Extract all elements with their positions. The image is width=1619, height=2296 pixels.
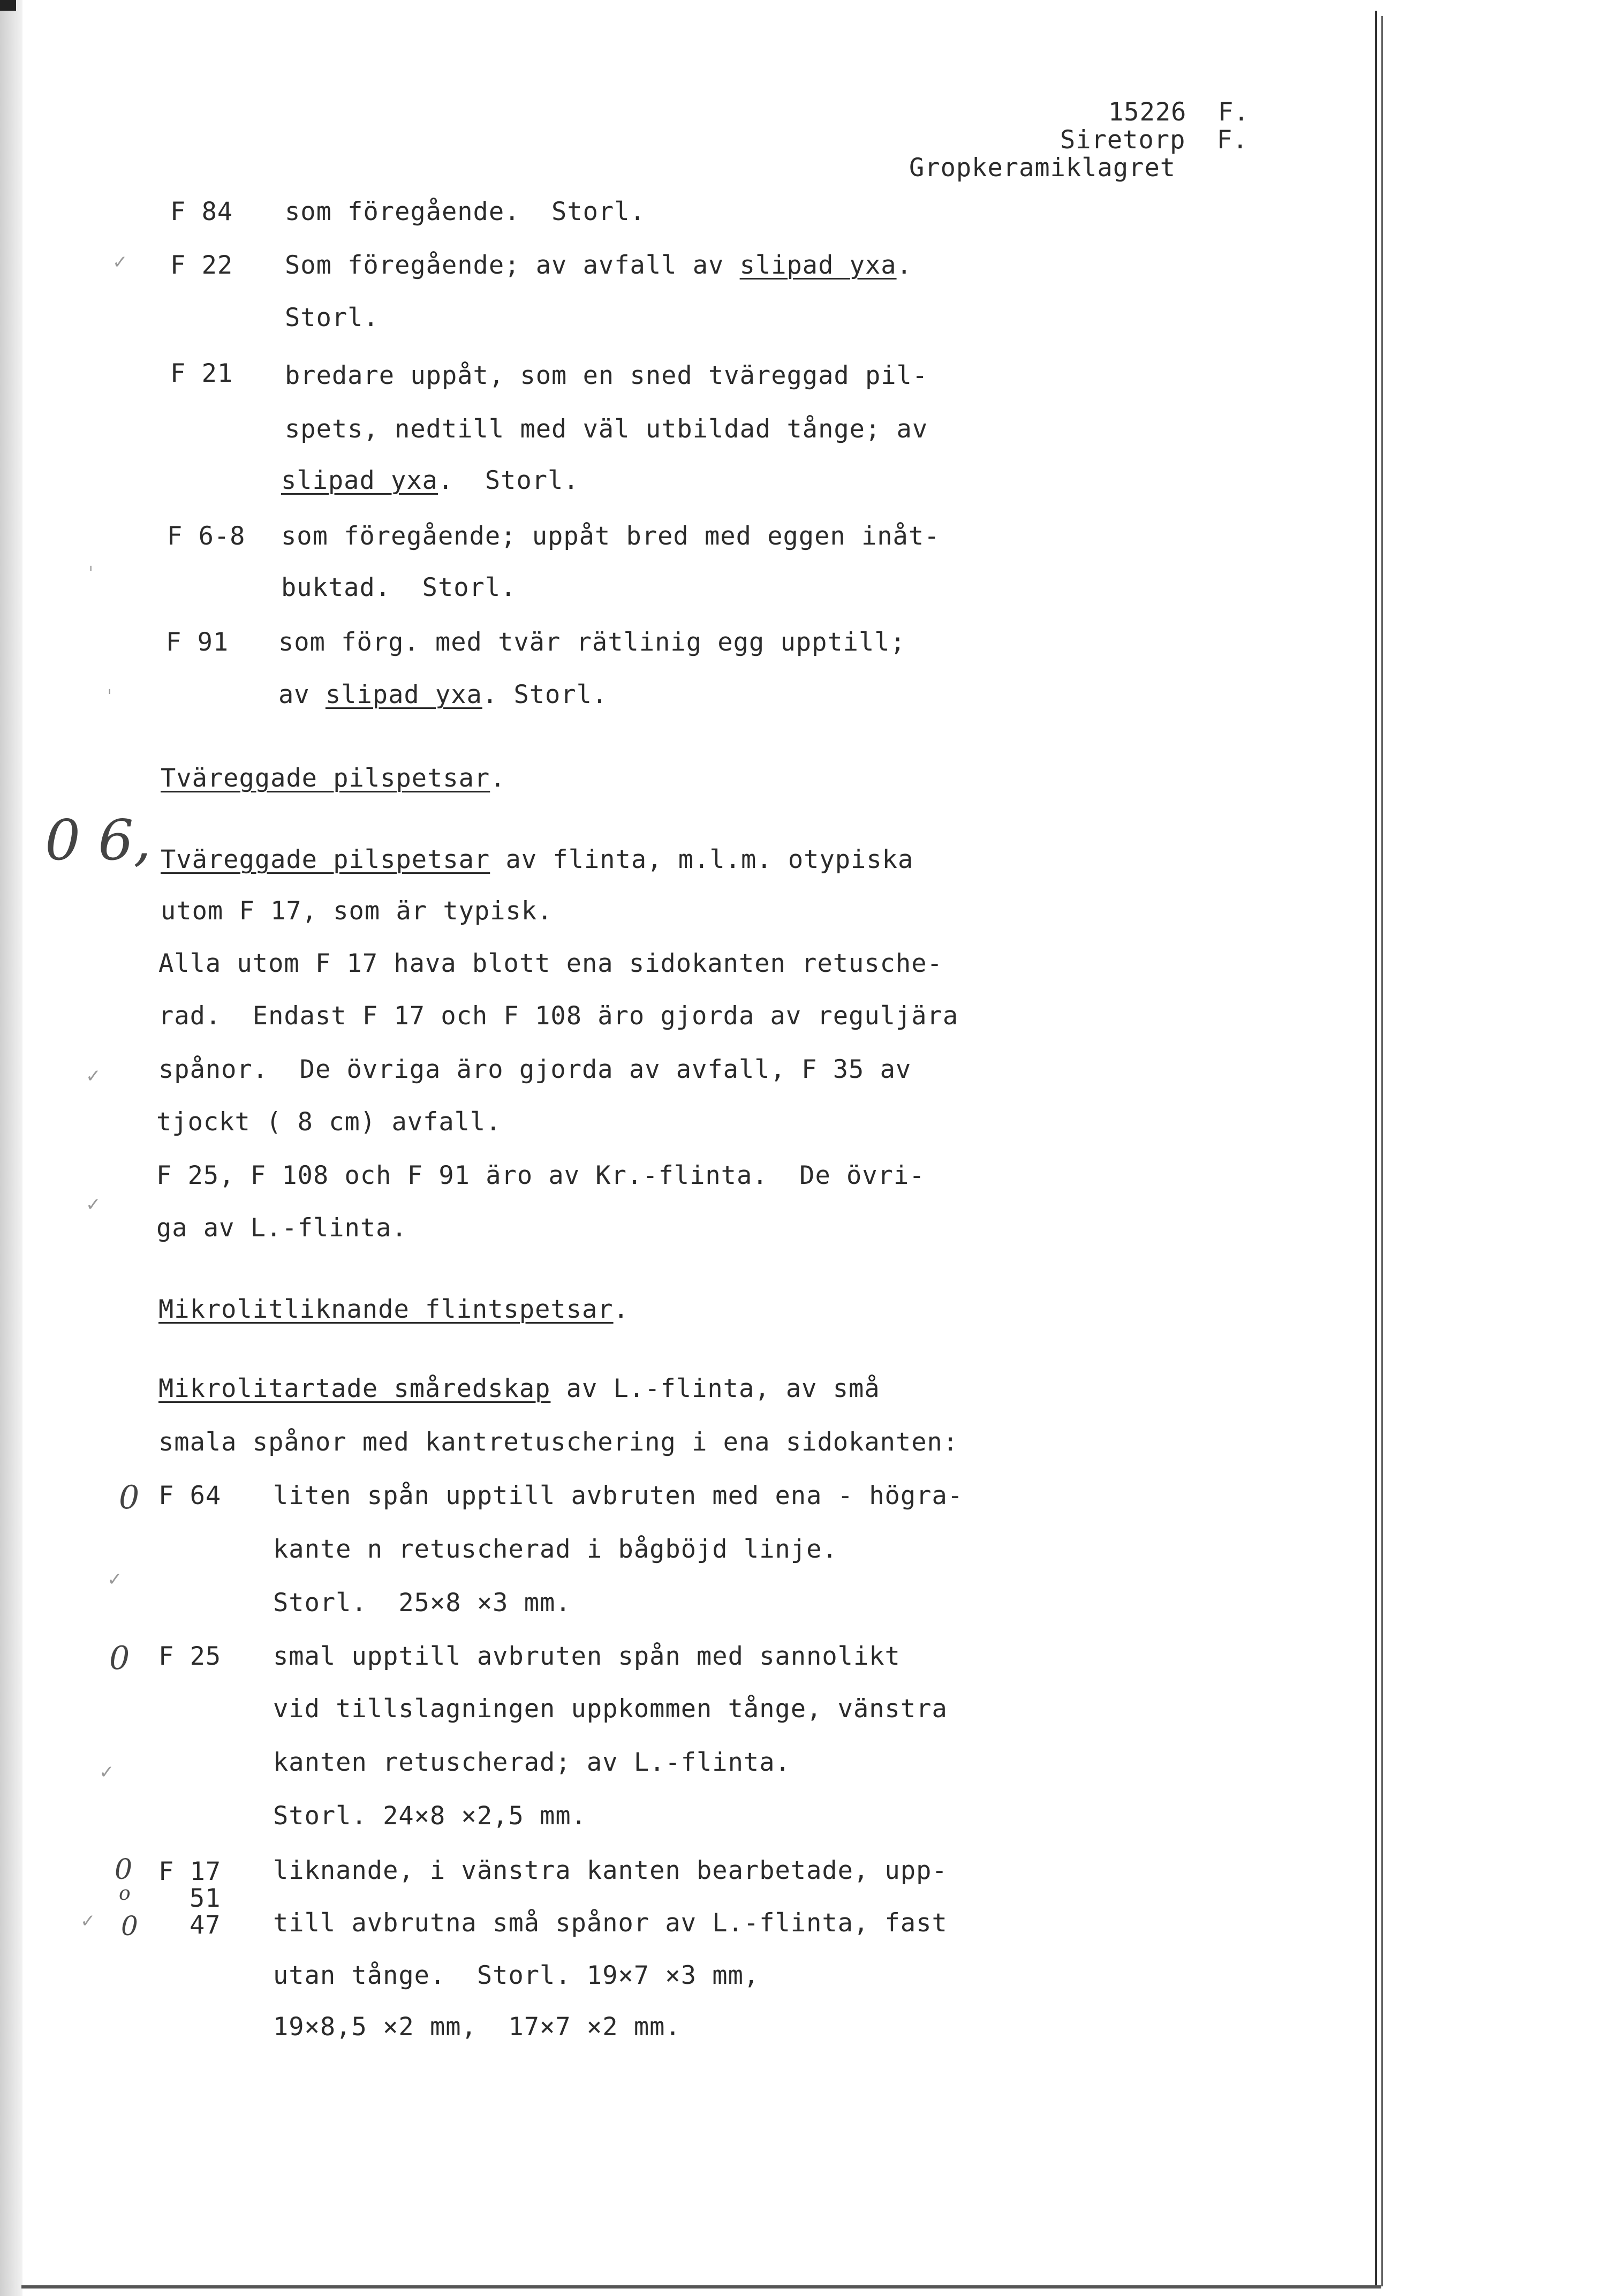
margin-check-icon: ✓	[112, 252, 128, 273]
entry-text: Som föregående; av avfall av slipad yxa.	[285, 251, 912, 280]
entry-text: av slipad yxa. Storl.	[278, 680, 608, 709]
entry-number: F 22	[170, 251, 233, 280]
item-text: vid tillslagningen uppkommen tånge, vänstra	[273, 1694, 948, 1724]
item-text: 19×8,5 ×2 mm, 17×7 ×2 mm.	[273, 2012, 681, 2042]
item-number: F 17	[158, 1857, 222, 1886]
item-text: Storl. 25×8 ×3 mm.	[273, 1588, 571, 1618]
item-text: till avbrutna små spånor av L.-flinta, fast	[273, 1908, 948, 1938]
entry-text: som förg. med tvär rätlinig egg upptill;	[278, 628, 906, 657]
item-text: smal upptill avbruten spån med sannolikt	[273, 1642, 901, 1671]
item-text: liten spån upptill avbruten med ena - högra-	[273, 1481, 964, 1510]
paragraph-line: smala spånor med kantretuschering i ena sidokanten:	[158, 1428, 959, 1457]
paragraph-line: spånor. De övriga äro gjorda av avfall, F 35 av	[158, 1055, 912, 1084]
handwritten-mark: o	[119, 1883, 131, 1905]
handwritten-margin-note: 0 6,	[45, 807, 152, 873]
entry-number: F 6-8	[167, 522, 246, 551]
paragraph-line: Alla utom F 17 hava blott ena sidokanten retusche-	[158, 949, 943, 978]
header-site: Siretorp F.	[1060, 125, 1249, 155]
entry-text: som föregående. Storl.	[285, 197, 646, 226]
item-number: 51	[190, 1884, 221, 1913]
handwritten-mark: 0	[115, 1854, 133, 1886]
item-text: kante n retuscherad i bågböjd linje.	[273, 1535, 838, 1564]
section-heading: Mikrolitliknande flintspetsar.	[158, 1295, 629, 1324]
item-text: kanten retuscherad; av L.-flinta.	[273, 1748, 791, 1777]
header-catalog-number: 15226 F.	[1108, 97, 1250, 127]
underlined-term: slipad yxa	[739, 251, 897, 280]
handwritten-mark: 0	[119, 1479, 140, 1516]
margin-check-icon: ˌ	[107, 675, 112, 696]
paragraph-line: Tväreggade pilspetsar av flinta, m.l.m. otypiska	[161, 845, 914, 874]
item-number: F 64	[158, 1481, 222, 1510]
entry-text: spets, nedtill med väl utbildad tånge; av	[285, 414, 928, 444]
scan-right-edge	[1375, 11, 1377, 2286]
item-number: F 25	[158, 1642, 222, 1671]
entry-number: F 84	[170, 197, 233, 226]
margin-check-icon: ✓	[99, 1762, 115, 1783]
scan-left-edge	[0, 0, 22, 2296]
scan-bottom-edge	[21, 2285, 1381, 2289]
item-text: utan tånge. Storl. 19×7 ×3 mm,	[273, 1961, 760, 1990]
item-number: 47	[190, 1910, 221, 1940]
section-heading: Tväreggade pilspetsar.	[161, 764, 506, 793]
item-text: Storl. 24×8 ×2,5 mm.	[273, 1801, 587, 1831]
paragraph-line: F 25, F 108 och F 91 äro av Kr.-flinta. De övri-	[156, 1161, 925, 1190]
entry-text: slipad yxa. Storl.	[281, 466, 579, 495]
margin-check-icon: ✓	[107, 1569, 123, 1590]
paragraph-line: tjockt ( 8 cm) avfall.	[156, 1107, 502, 1137]
underlined-term: slipad yxa	[325, 680, 482, 709]
margin-check-icon: ✓	[80, 1910, 96, 1932]
scan-right-edge-inner	[1381, 16, 1383, 2286]
entry-text: som föregående; uppåt bred med eggen inåt-	[281, 522, 940, 551]
scan-corner	[0, 0, 16, 11]
entry-number: F 21	[170, 359, 233, 388]
margin-check-icon: ˌ	[88, 552, 94, 573]
margin-check-icon: ✓	[86, 1194, 101, 1215]
entry-text: Storl.	[285, 303, 379, 333]
entry-number: F 91	[166, 628, 229, 657]
entry-text: bredare uppåt, som en sned tväreggad pil-	[285, 361, 928, 390]
handwritten-mark: 0	[121, 1910, 138, 1942]
handwritten-mark: 0	[109, 1640, 130, 1677]
underlined-term: slipad yxa	[281, 466, 438, 495]
paragraph-line: utom F 17, som är typisk.	[161, 896, 553, 926]
entry-text: buktad. Storl.	[281, 573, 517, 602]
paragraph-line: ga av L.-flinta.	[156, 1213, 407, 1243]
header-layer: Gropkeramiklagret	[909, 153, 1176, 183]
paragraph-line: Mikrolitartade småredskap av L.-flinta, av små	[158, 1374, 880, 1403]
paragraph-line: rad. Endast F 17 och F 108 äro gjorda av reguljära	[158, 1001, 959, 1031]
item-text: liknande, i vänstra kanten bearbetade, upp-	[273, 1856, 948, 1885]
margin-check-icon: ✓	[86, 1066, 101, 1087]
